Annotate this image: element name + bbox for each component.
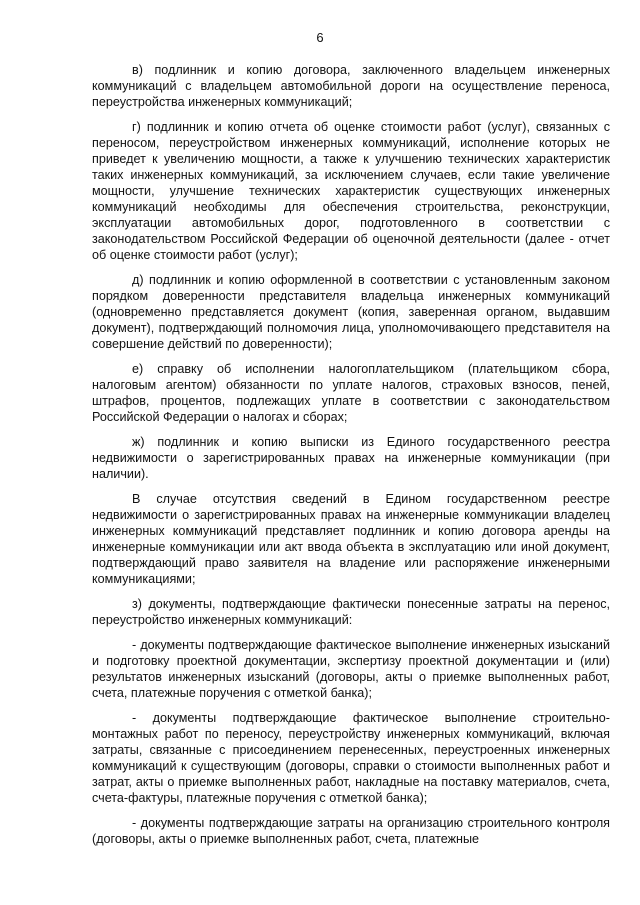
paragraph-v: в) подлинник и копию договора, заключенного владельцем инженерных коммуникаций с владельцем автомобильной дороги на осуществление переноса, переустройства инженерных коммуникаций; [92, 63, 610, 109]
paragraph-absence-case: В случае отсутствия сведений в Едином государственном реестре недвижимости о зарегистрированных правах на инженерные коммуникации владелец инженерных коммуникаций представляет подлинник и копию договора аренды на инженерные коммуникации или акт ввода объекта в эксплуатацию или иной документ, подтверждающий право заявителя на владение или распоряжение инженерными коммуникациями; [92, 492, 610, 586]
paragraph-zh: ж) подлинник и копию выписки из Единого государственного реестра недвижимости о зарегистрированных правах на инженерные коммуникации (при наличии). [92, 435, 610, 481]
paragraph-e: е) справку об исполнении налогоплательщиком (плательщиком сбора, налоговым агентом) обязанности по уплате налогов, страховых взносов, пеней, штрафов, процентов, подлежащих уплате в соответствии с законодательством Российской Федерации о налогах и сборах; [92, 362, 610, 424]
list-item-construction-works: - документы подтверждающие фактическое выполнение строительно-монтажных работ по переносу, переустройству инженерных коммуникаций, включая затраты, связанные с присоединением перенесенных, переустроенных инженерных коммуникаций к существующим (договоры, справки о стоимости выполненных работ и затрат, акты о приемке выполненных работ, накладные на поставку материалов, счета, счета-фактуры, платежные поручения с отметкой банка); [92, 711, 610, 805]
document-body [92, 62, 610, 856]
paragraph-d: д) подлинник и копию оформленной в соответствии с установленным законом порядком доверенности представителя владельца инженерных коммуникаций (одновременно представляется документ (копия, заверенная органом, выдавшим документ), подтверждающий полномочия лица, уполномочивающего представителя на совершение действий по доверенности); [92, 273, 610, 351]
paragraph-z: з) документы, подтверждающие фактически понесенные затраты на перенос, переустройство инженерных коммуникаций: [92, 597, 610, 627]
paragraph-g: г) подлинник и копию отчета об оценке стоимости работ (услуг), связанных с переносом, переустройством инженерных коммуникаций, исполнение которых не приведет к увеличению мощности, а также к улучшению технических характеристик таких инженерных коммуникаций, за исключением случаев, если такие увеличение мощности, улучшение технических характеристик существующих инженерных коммуникаций необходимы для обеспечения строительства, реконструкции, эксплуатации автомобильных дорог, подготовленного в соответствии с законодательством Российской Федерации об оценочной деятельности (далее - отчет об оценке стоимости работ (услуг); [92, 120, 610, 262]
list-item-construction-control: - документы подтверждающие затраты на организацию строительного контроля (договоры, акты о приемке выполненных работ, счета, платежные [92, 816, 610, 846]
page-number: 6 [316, 30, 324, 45]
list-item-surveys: - документы подтверждающие фактическое выполнение инженерных изысканий и подготовку проектной документации, экспертизу проектной документации и (или) результатов инженерных изысканий (договоры, акты о приемке выполненных работ, счета, платежные поручения с отметкой банка); [92, 638, 610, 700]
